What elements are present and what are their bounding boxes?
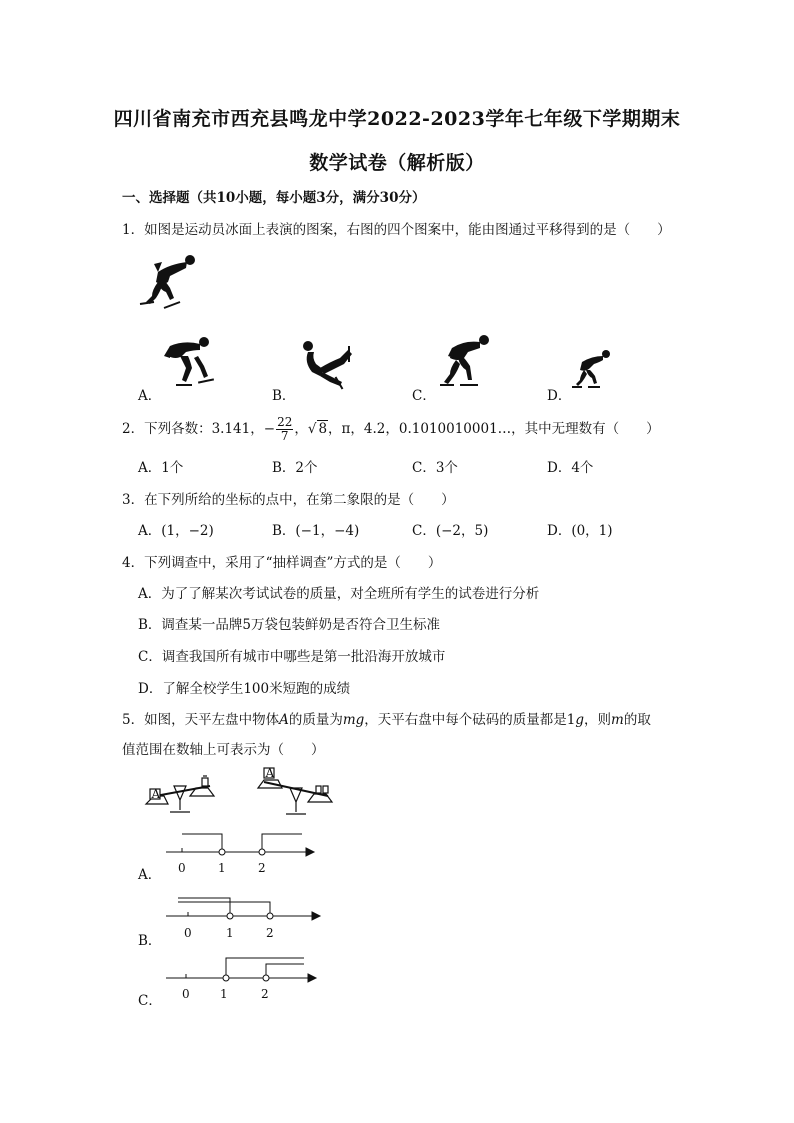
page-title: 四川省南充市西充县鸣龙中学2022-2023学年七年级下学期期末: [113, 108, 681, 130]
question-2-fraction: [276, 416, 293, 443]
question-4-option-b: B．调查某一品牌5万袋包装鲜奶是否符合卫生标准: [138, 617, 441, 633]
question-3-option-c: C．(−2，5): [412, 523, 489, 539]
fraction-numerator: 22: [277, 415, 293, 429]
question-4-option-d: D．了解全校学生100米短跑的成绩: [138, 681, 351, 697]
tick-label-1: 1: [226, 926, 234, 940]
question-3-option-b: B．(−1，−4): [272, 523, 360, 539]
question-5-stem-line1: [122, 708, 651, 728]
number-line-b: [164, 886, 324, 942]
tick-label-1: 1: [218, 861, 226, 875]
question-4-option-a: A．为了了解某次考试试卷的质量，对全班所有学生的试卷进行分析: [138, 586, 540, 602]
balance-scales-figure: [140, 764, 340, 820]
q5-text-5: 的取: [623, 712, 651, 728]
question-5-stem-line2: 值范围在数轴上可表示为（ ）: [122, 742, 325, 758]
q5-text-3: ，天平右盘中每个砝码的质量都是1: [364, 712, 576, 728]
tick-label-2: 2: [266, 926, 274, 940]
question-2-option-a: A．1个: [138, 460, 184, 476]
question-3-stem: 3．在下列所给的坐标的点中，在第二象限的是（ ）: [122, 492, 455, 508]
q5-text-2: 的质量为: [288, 712, 343, 728]
question-2-rest: ，π，4.2，0.1010010001…，其中无理数有（ ）: [328, 421, 660, 437]
scale-left-label-a: A: [151, 787, 161, 801]
skater-option-c-image: [440, 332, 496, 392]
page-subtitle: 数学试卷（解析版）: [309, 152, 485, 174]
question-3-option-a: A．(1，−2): [138, 523, 214, 539]
q5-text-4: ，则: [584, 712, 612, 728]
skater-reference-image: [140, 252, 200, 316]
question-1-option-d: D．: [547, 388, 572, 404]
number-line-c: [164, 950, 324, 1004]
q5-var-m: m: [611, 712, 624, 728]
tick-label-0: 0: [182, 987, 190, 1001]
question-5-option-b: B．: [138, 933, 162, 949]
question-2-stem: [122, 416, 660, 443]
q5-text-1: 5．如图，天平左盘中物体: [122, 712, 280, 728]
question-5-option-a: A．: [138, 867, 162, 883]
question-1-option-b: B．: [272, 388, 296, 404]
question-2-option-c: C．3个: [412, 460, 458, 476]
tick-label-2: 2: [261, 987, 269, 1001]
q5-var-g: g: [575, 712, 585, 728]
section-header: 一、选择题（共10小题，每小题3分，满分30分）: [122, 190, 426, 206]
fraction-denominator: 7: [280, 429, 289, 443]
question-4-option-c: C．调查我国所有城市中哪些是第一批沿海开放城市: [138, 649, 446, 665]
question-2-minus: −: [263, 421, 276, 437]
skater-option-a-image: [160, 334, 216, 392]
question-4-stem: 4．下列调查中，采用了“抽样调查”方式的是（ ）: [122, 555, 442, 571]
question-5-option-c: C．: [138, 993, 162, 1009]
q5-var-a: A: [279, 712, 289, 728]
question-2-prefix: 2．下列各数：3.141，: [122, 421, 264, 437]
tick-label-0: 0: [178, 861, 186, 875]
number-line-a: [164, 826, 324, 876]
sqrt-radicand: 8: [318, 421, 328, 437]
question-1-option-a: A．: [138, 388, 162, 404]
question-2-sep: ，: [294, 421, 308, 437]
tick-label-2: 2: [258, 861, 266, 875]
skater-option-b-image: [298, 338, 360, 390]
sqrt-symbol: √: [307, 421, 317, 437]
scale-right-label-a: A: [265, 766, 275, 780]
question-1-option-c: C．: [412, 388, 436, 404]
question-3-option-d: D．(0，1): [547, 523, 613, 539]
question-2-option-b: B．2个: [272, 460, 318, 476]
tick-label-0: 0: [184, 926, 192, 940]
q5-var-mg: mg: [342, 712, 365, 728]
question-1-stem: 1．如图是运动员冰面上表演的图案，右图的四个图案中，能由图通过平移得到的是（ ）: [122, 222, 671, 238]
skater-option-d-image: [572, 348, 614, 390]
question-2-option-d: D．4个: [547, 460, 594, 476]
tick-label-1: 1: [220, 987, 228, 1001]
